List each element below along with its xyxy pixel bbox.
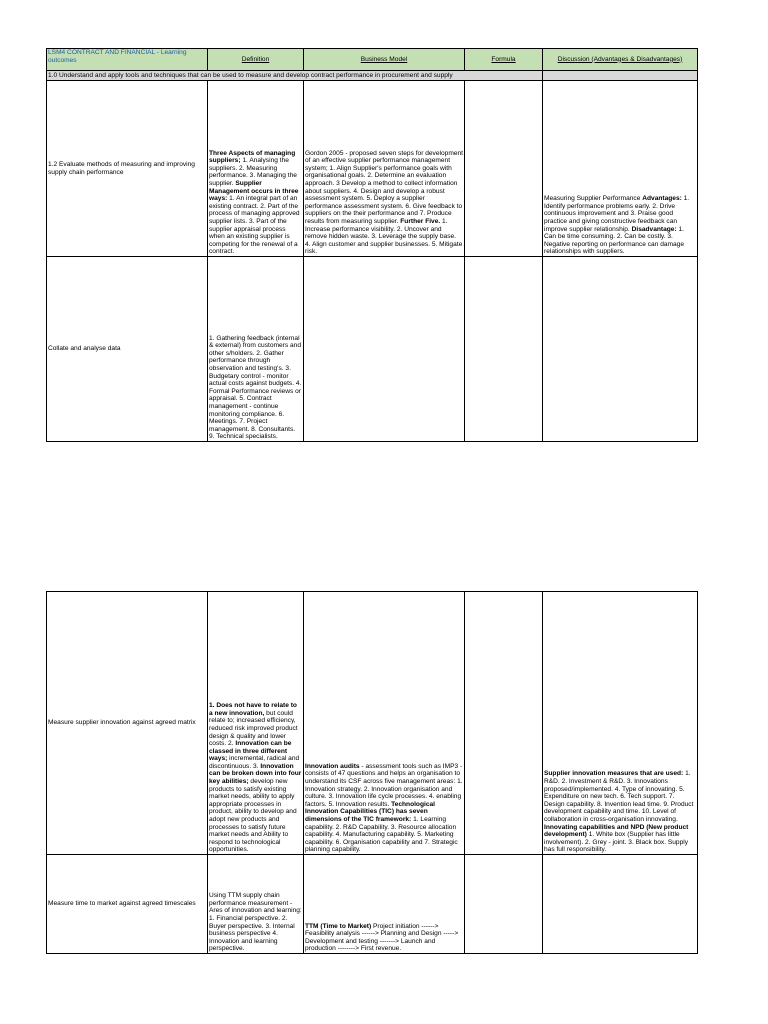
discussion-cell [543, 257, 698, 442]
formula-cell [465, 81, 543, 257]
table-row [47, 81, 698, 257]
discussion-text-0: Measuring Supplier Performance [544, 195, 643, 203]
business-model-cell [304, 592, 465, 855]
business-model-cell [304, 855, 465, 954]
model-text-2: 1. Increase performance visibility. 2. Uncover and remove hidden waste. 3. Leverage the supply base. 4. Align customer and supplier businesses. 5. Mitigate risk. [305, 218, 463, 256]
model-bold-1: TTM (Time to Market) [305, 922, 372, 930]
header-row [47, 49, 698, 71]
section-empty-cell [543, 71, 698, 81]
discussion-text-1: 1. Identify performance problems early. 2. Drive continuous improvement and 3. Praise good practice and giving constructive feedback can improve supplier relationship. [544, 195, 690, 233]
discussion-cell [543, 855, 698, 954]
definition-text-2: incremental, radical and discontinuous. 3. [209, 755, 300, 770]
outcome-cell: Measure supplier innovation against agreed matrix [47, 592, 208, 855]
section-row [47, 71, 698, 81]
discussion-bold-1: Advantages: [642, 195, 682, 203]
outcome-cell: Collate and analyse data [47, 257, 208, 442]
table-row [47, 257, 698, 442]
definition-cell [208, 592, 304, 855]
definition-text-2: 1. An integral part of an existing contract. 2. Part of the process of managing approved supplier lists. 3. Part of the supplier appraisal process when an existing supplier is competing for the renewal of a contract. [209, 195, 300, 256]
header-business-model: Business Model [304, 49, 465, 71]
outcome-cell: 1.2 Evaluate methods of measuring and improving supply chain performance [47, 81, 208, 257]
discussion-cell [543, 81, 698, 257]
model-bold-1: Further Five. [400, 218, 441, 226]
definition-bold-3: Innovation can be broken down into four key abilities; [209, 762, 302, 786]
definition-text-3: develop new products to satisfy existing market needs, ability to apply appropriate processes in product, ability to develop and adopt new products and processes to satisfy future market needs and Ability to respond to technological opportunities. [209, 778, 297, 854]
definition-bold-1: Three Aspects of managing suppliers; [209, 149, 296, 165]
learning-outcomes-table-top [46, 48, 698, 442]
outcome-cell: Measure time to market against agreed timescales [47, 855, 208, 954]
header-definition: Definition [208, 49, 304, 71]
definition-text-1: 1. Analysing the suppliers. 2. Measuring performance. 3. Managing the supplier. [209, 157, 297, 188]
table-row [47, 592, 698, 855]
model-bold-1: Innovation audits [305, 762, 360, 770]
discussion-bold-1: Supplier innovation measures that are used: [544, 770, 684, 778]
definition-cell: 1. Gathering feedback (internal & external) from customers and other s/holders. 2. Gather performance through observation and testing's. 3. Budgetary control - monitor actual costs against budgets. 4. Formal Performance reviews or appraisal. 5. Contract management - continue monitoring compliance. 6. Meetings. 7. Project management. 8. Consultants. 9. Technical specialists. [208, 257, 304, 442]
discussion-text-2: 1. Can be time consuming. 2. Can be costly. 3. Negative reporting on performance can damage relationships with suppliers. [544, 225, 685, 256]
definition-bold-2: Supplier Management occurs in three ways: [209, 180, 299, 203]
discussion-bold-2: Disadvantage: [631, 225, 677, 233]
definition-bold-1: 1. Does not have to relate to a new innovation, [209, 702, 297, 717]
definition-cell [208, 81, 304, 257]
model-text-1: Gordon 2005 - proposed seven steps for development of an effective supplier performance management system; 1. Align Supplier's performance goals with organisational goals. 2. Determine an evaluation approach. 3 Develop a method to collect information about suppliers. 4. Design and develop a robust assessment system. 5. Deploy a supplier performance assessment system. 6. Give feedback to suppliers on the their performance and 7. Produce results from measuring supplier. [305, 149, 463, 226]
formula-cell [465, 855, 543, 954]
definition-text-1: but could relate to; increased efficiency, reduced risk improved product design & quality and lower costs. 2. [209, 709, 298, 748]
discussion-text-2: 1. White box (Supplier has little involvement). 2. Grey - joint. 3. Black box. Supply has full responsibility. [544, 831, 689, 854]
definition-cell: Using TTM supply chain performance measurement - Ares of innovation and learning: 1. Financial perspective. 2. Buyer perspective. 3. Internal business perspective 4. Innovation and learning perspective. [208, 855, 304, 954]
discussion-cell [543, 592, 698, 855]
formula-cell [465, 592, 543, 855]
header-discussion: Discussion (Advantages & Disadvantages) [543, 49, 698, 71]
learning-outcomes-table-bottom [46, 591, 698, 954]
model-text-1: - assessment tools such as IMP3 - consists of 47 questions and helps an organisation to understand its CSF across five management areas: 1. Innovation strategy. 2. Innovation organisation and culture. 3. Innovation life cycle processes. 4. enabling factors. 5. Innovation results. [305, 762, 463, 808]
discussion-text-1: 1. R&D. 2. Investment & R&D. 3. Innovations proposed/implemented. 4. Type of innovating. 5. Expenditure on new tech. 6. Tech support. 7. Design capability. 8. Invention lead time. 9. Product development capability and time. 10. Level of collaboration in cross-organisation innovating. [544, 770, 694, 824]
business-model-cell [304, 257, 465, 442]
model-text-2: 1. Learning capability. 2. R&D Capability. 3. Resource allocation capability. 4. Manufacturing capability. 5. Marketing capability. 6. Organisation capability and 7. Strategic planning capability. [305, 816, 458, 854]
business-model-cell [304, 81, 465, 257]
model-bold-2: Technological Innovation Capabilities (TIC) has seven dimensions of the TIC framework: [305, 800, 435, 824]
model-text-1: Project initiation ------> Feasibility analysis ------> Planning and Design -----> Development and testing -------> Launch and production --------> First revenue. [305, 922, 459, 953]
table-row [47, 855, 698, 954]
header-formula: Formula [465, 49, 543, 71]
discussion-bold-2: Innovating capabilities and NPD (New product development) [544, 823, 689, 839]
section-title: 1.0 Understand and apply tools and techniques that can be used to measure and develop contract performance in procurement and supply [47, 71, 543, 81]
header-outcomes: LSM4 CONTRACT AND FINANCIAL - Learning outcomes [47, 49, 208, 71]
definition-bold-2: Innovation can be classed in three different ways; [209, 740, 292, 763]
formula-cell [465, 257, 543, 442]
